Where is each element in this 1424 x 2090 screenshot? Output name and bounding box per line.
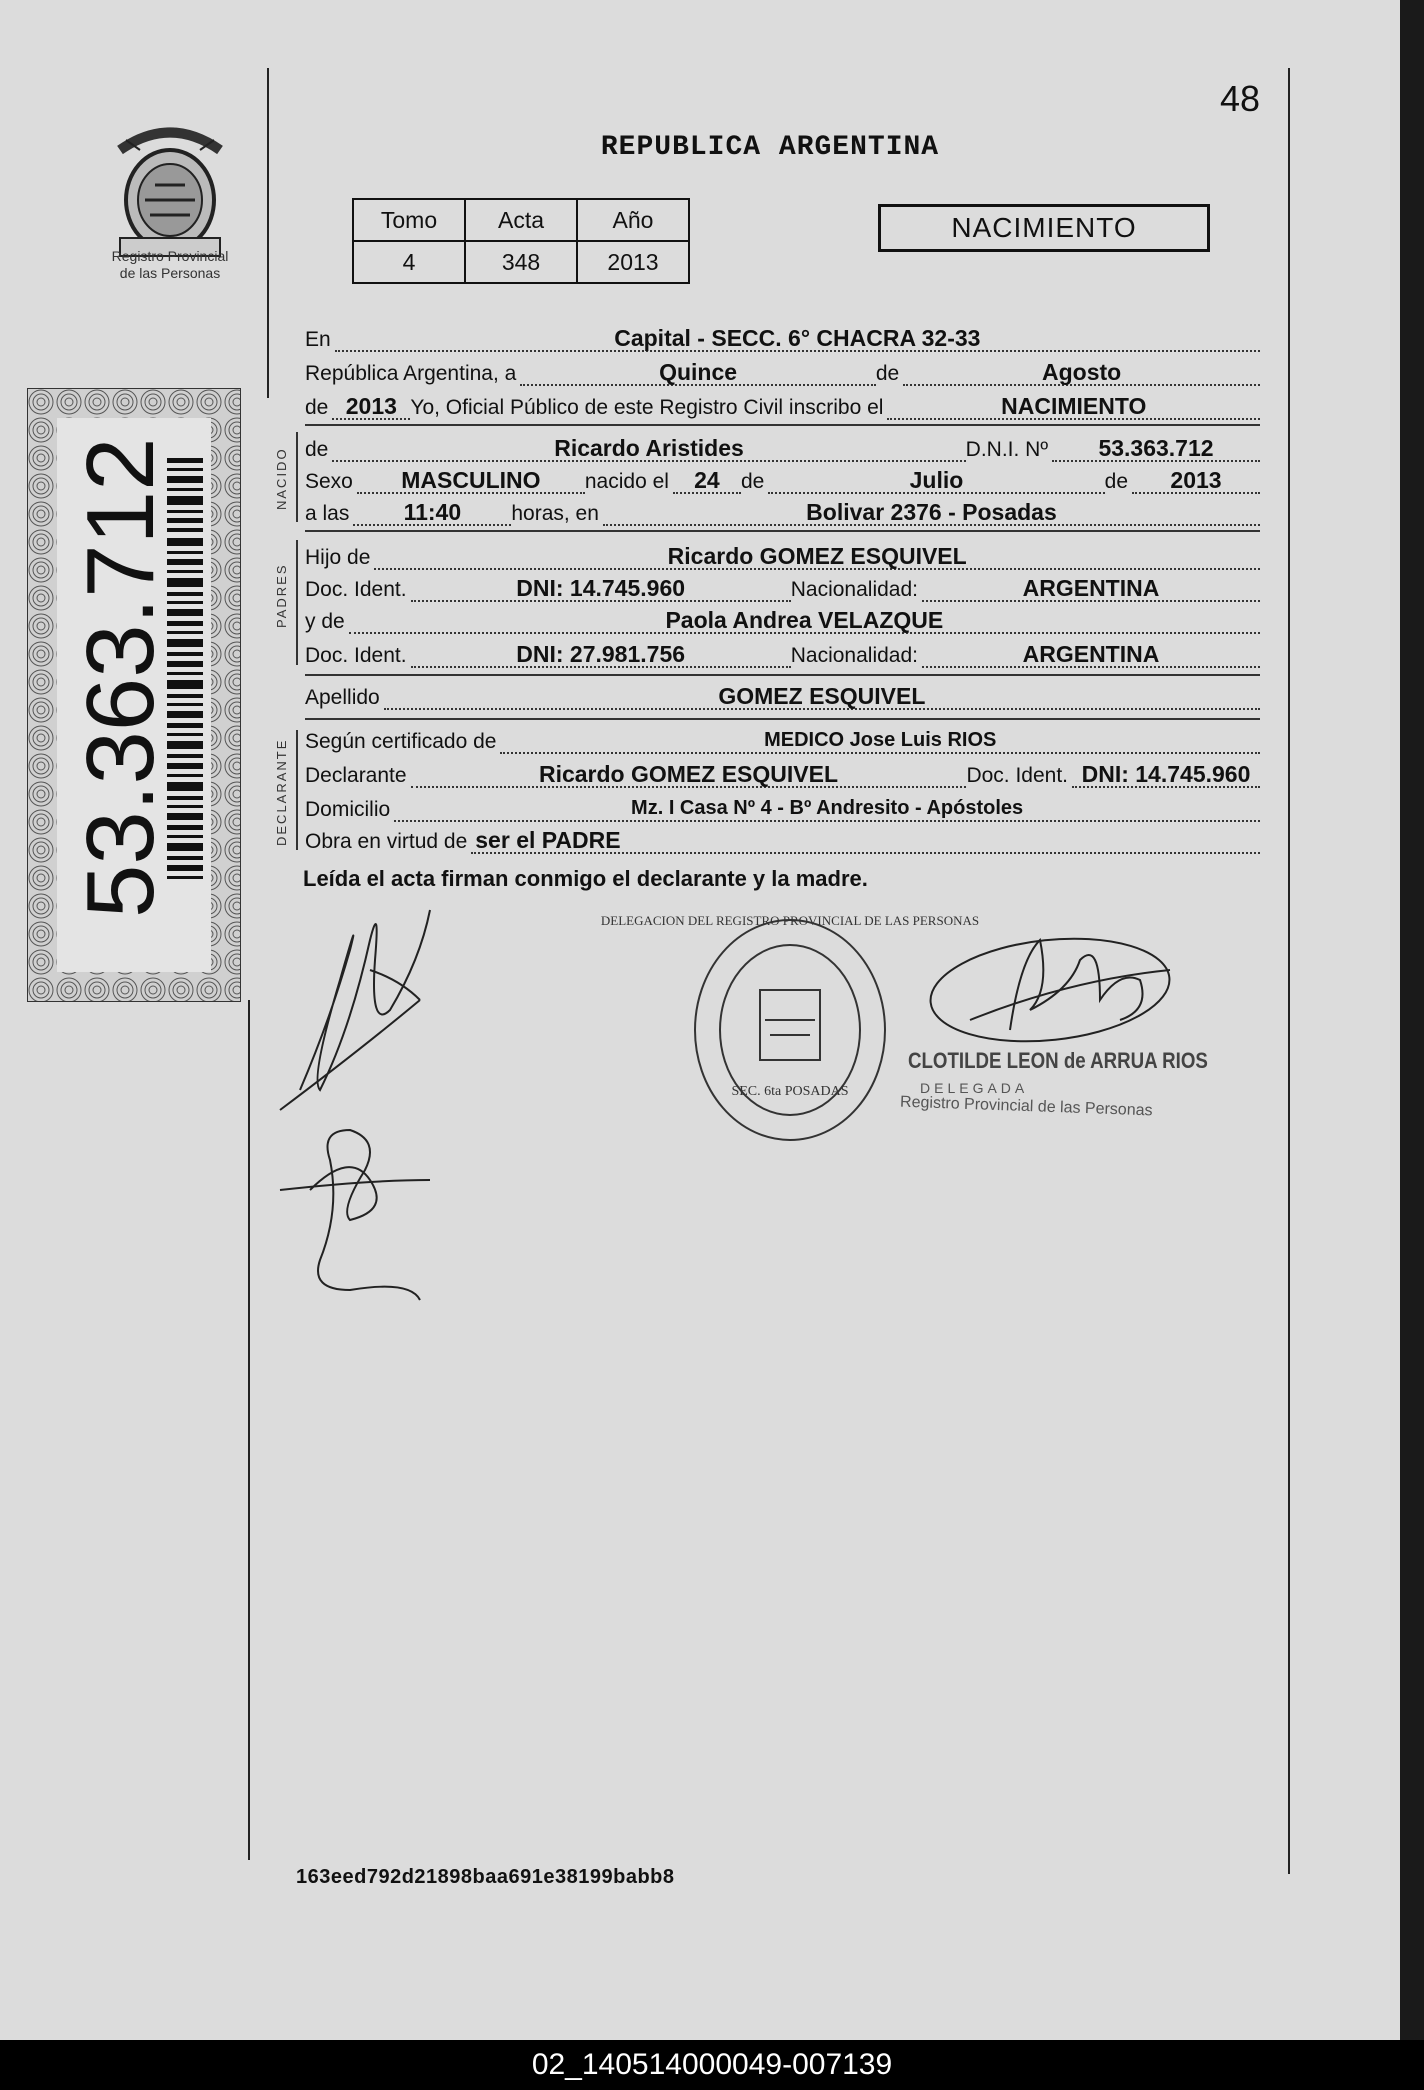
- value-madre: Paola Andrea VELAZQUE: [349, 608, 1260, 634]
- registry-value-row: [353, 241, 689, 283]
- country-title: REPUBLICA ARGENTINA: [600, 132, 940, 163]
- official-organization: Registro Provincial de las Personas: [899, 1093, 1153, 1120]
- registry-header-tomo: Tomo: [353, 199, 465, 241]
- document-hash: 163eed792d21898baa691e38199babb8: [296, 1866, 675, 1888]
- row-padre: [305, 536, 1260, 570]
- value-anio: 2013: [332, 394, 410, 420]
- label-declarante-doc: Doc. Ident.: [966, 764, 1068, 787]
- label-certificado: Según certificado de: [305, 730, 497, 753]
- footer-id-bar: [0, 2040, 1424, 2090]
- row-nacido-hora: [305, 492, 1260, 526]
- row-nacido-nombre: [305, 428, 1260, 462]
- dni-card-number: 53.363.712: [67, 437, 174, 918]
- label-en: En: [305, 328, 331, 351]
- value-sexo: MASCULINO: [357, 468, 585, 494]
- value-nacido-mes: Julio: [768, 468, 1104, 494]
- label-de: de: [875, 362, 900, 385]
- rule-after-nacido: [305, 530, 1260, 532]
- label-padres-section: PADRES: [274, 563, 289, 628]
- value-nacido-anio: 2013: [1132, 468, 1260, 494]
- value-apellido: GOMEZ ESQUIVEL: [384, 684, 1260, 710]
- registry-value-anio: 2013: [577, 241, 689, 283]
- stamp-seal: [695, 920, 885, 1140]
- value-declarante: Ricardo GOMEZ ESQUIVEL: [411, 762, 967, 788]
- value-nacido-nombre: Ricardo Aristides: [332, 436, 965, 462]
- label-horas-en: horas, en: [511, 502, 599, 525]
- label-declarante-section: DECLARANTE: [274, 738, 289, 846]
- value-declarante-doc: DNI: 14.745.960: [1072, 762, 1260, 788]
- official-name: CLOTILDE LEON de ARRUA RIOS: [908, 1048, 1208, 1073]
- registry-value-tomo: 4: [353, 241, 465, 283]
- footer-id: 02_140514000049-007139: [531, 2048, 893, 2081]
- official-title: DELEGADA: [920, 1080, 1029, 1096]
- label-madre-nac: Nacionalidad:: [790, 644, 918, 667]
- row-domicilio: [305, 788, 1260, 822]
- row-madre-doc: [305, 634, 1260, 668]
- rule-after-intro: [305, 424, 1260, 426]
- label-dni: D.N.I. Nº: [965, 438, 1048, 461]
- registry-header-anio: Año: [577, 199, 689, 241]
- registry-header-row: [353, 199, 689, 241]
- row-inscribo: [305, 386, 1260, 420]
- stamp-inner-text: SEC. 6ta POSADAS: [731, 1084, 849, 1099]
- label-nacido-de-anio: de: [1104, 470, 1128, 493]
- logo-caption: [90, 248, 250, 282]
- value-padre: Ricardo GOMEZ ESQUIVEL: [374, 544, 1260, 570]
- label-nacido-section: NACIDO: [274, 447, 289, 510]
- record-type-box: NACIMIENTO: [878, 204, 1210, 252]
- value-lugar-nacimiento: Bolivar 2376 - Posadas: [603, 500, 1260, 526]
- registry-table: [352, 198, 690, 284]
- row-nacido-sexo: [305, 460, 1260, 494]
- right-border-line: [1288, 68, 1290, 1874]
- scan-edge: [1400, 0, 1424, 2040]
- label-nacido-de-mes: de: [740, 470, 765, 493]
- label-nacido-de: de: [305, 438, 329, 461]
- label-declarante: Declarante: [305, 764, 407, 787]
- value-madre-doc: DNI: 27.981.756: [411, 642, 791, 668]
- label-hijo-de: Hijo de: [305, 546, 371, 569]
- logo-caption-line1: Registro Provincial: [111, 248, 229, 264]
- label-sexo: Sexo: [305, 470, 353, 493]
- label-obra: Obra en virtud de: [305, 830, 468, 853]
- padres-bar: [296, 540, 298, 665]
- registry-header-acta: Acta: [465, 199, 577, 241]
- label-a-las: a las: [305, 502, 350, 525]
- row-en: [305, 318, 1260, 352]
- label-padre-doc: Doc. Ident.: [305, 578, 407, 601]
- nacido-bar: [296, 432, 298, 522]
- label-y-de: y de: [305, 610, 345, 633]
- row-obra: [305, 820, 1260, 854]
- value-lugar-registro: Capital - SECC. 6° CHACRA 32-33: [335, 326, 1260, 352]
- stamp-text: DELEGACION DEL REGISTRO PROVINCIAL DE LAS PERSONAS: [600, 913, 980, 928]
- value-nacido-dni: 53.363.712: [1052, 436, 1260, 462]
- row-certificado: [305, 720, 1260, 754]
- value-obra: ser el PADRE: [471, 828, 1260, 854]
- label-padre-nac: Nacionalidad:: [790, 578, 918, 601]
- label-de-anio: de: [305, 396, 329, 419]
- left-border-line-lower: [248, 1000, 250, 1860]
- row-declarante: [305, 754, 1260, 788]
- value-nacido-dia: 24: [673, 468, 741, 494]
- row-madre: [305, 600, 1260, 634]
- row-padre-doc: [305, 568, 1260, 602]
- logo-caption-line2: de las Personas: [119, 265, 221, 281]
- value-hora: 11:40: [353, 500, 511, 526]
- declarante-bar: [296, 730, 298, 850]
- left-border-line: [267, 68, 269, 398]
- page-number: 48: [1220, 78, 1261, 119]
- closing-statement: Leída el acta firman conmigo el declarante y la madre.: [303, 866, 868, 891]
- value-domicilio: Mz. I Casa Nº 4 - Bº Andresito - Apóstoles: [394, 796, 1260, 822]
- label-apellido: Apellido: [305, 686, 380, 709]
- value-madre-nac: ARGENTINA: [922, 642, 1260, 668]
- label-republica: República Argentina, a: [305, 362, 517, 385]
- label-domicilio: Domicilio: [305, 798, 391, 821]
- row-fecha: [305, 352, 1260, 386]
- label-madre-doc: Doc. Ident.: [305, 644, 407, 667]
- row-apellido: [305, 676, 1260, 710]
- declarant-signature: [280, 910, 430, 1110]
- official-signature: [925, 928, 1174, 1053]
- value-certificado: MEDICO Jose Luis RIOS: [500, 728, 1260, 754]
- value-padre-nac: ARGENTINA: [922, 576, 1260, 602]
- value-padre-doc: DNI: 14.745.960: [411, 576, 791, 602]
- dni-barcode-card: [27, 388, 241, 1002]
- value-inscribo: NACIMIENTO: [887, 394, 1260, 420]
- label-nacido-el: nacido el: [584, 470, 669, 493]
- mother-signature: [280, 1130, 430, 1300]
- label-inscribo: Yo, Oficial Público de este Registro Civil inscribo el: [410, 396, 884, 419]
- value-mes: Agosto: [903, 360, 1260, 386]
- registry-value-acta: 348: [465, 241, 577, 283]
- value-dia: Quince: [520, 360, 876, 386]
